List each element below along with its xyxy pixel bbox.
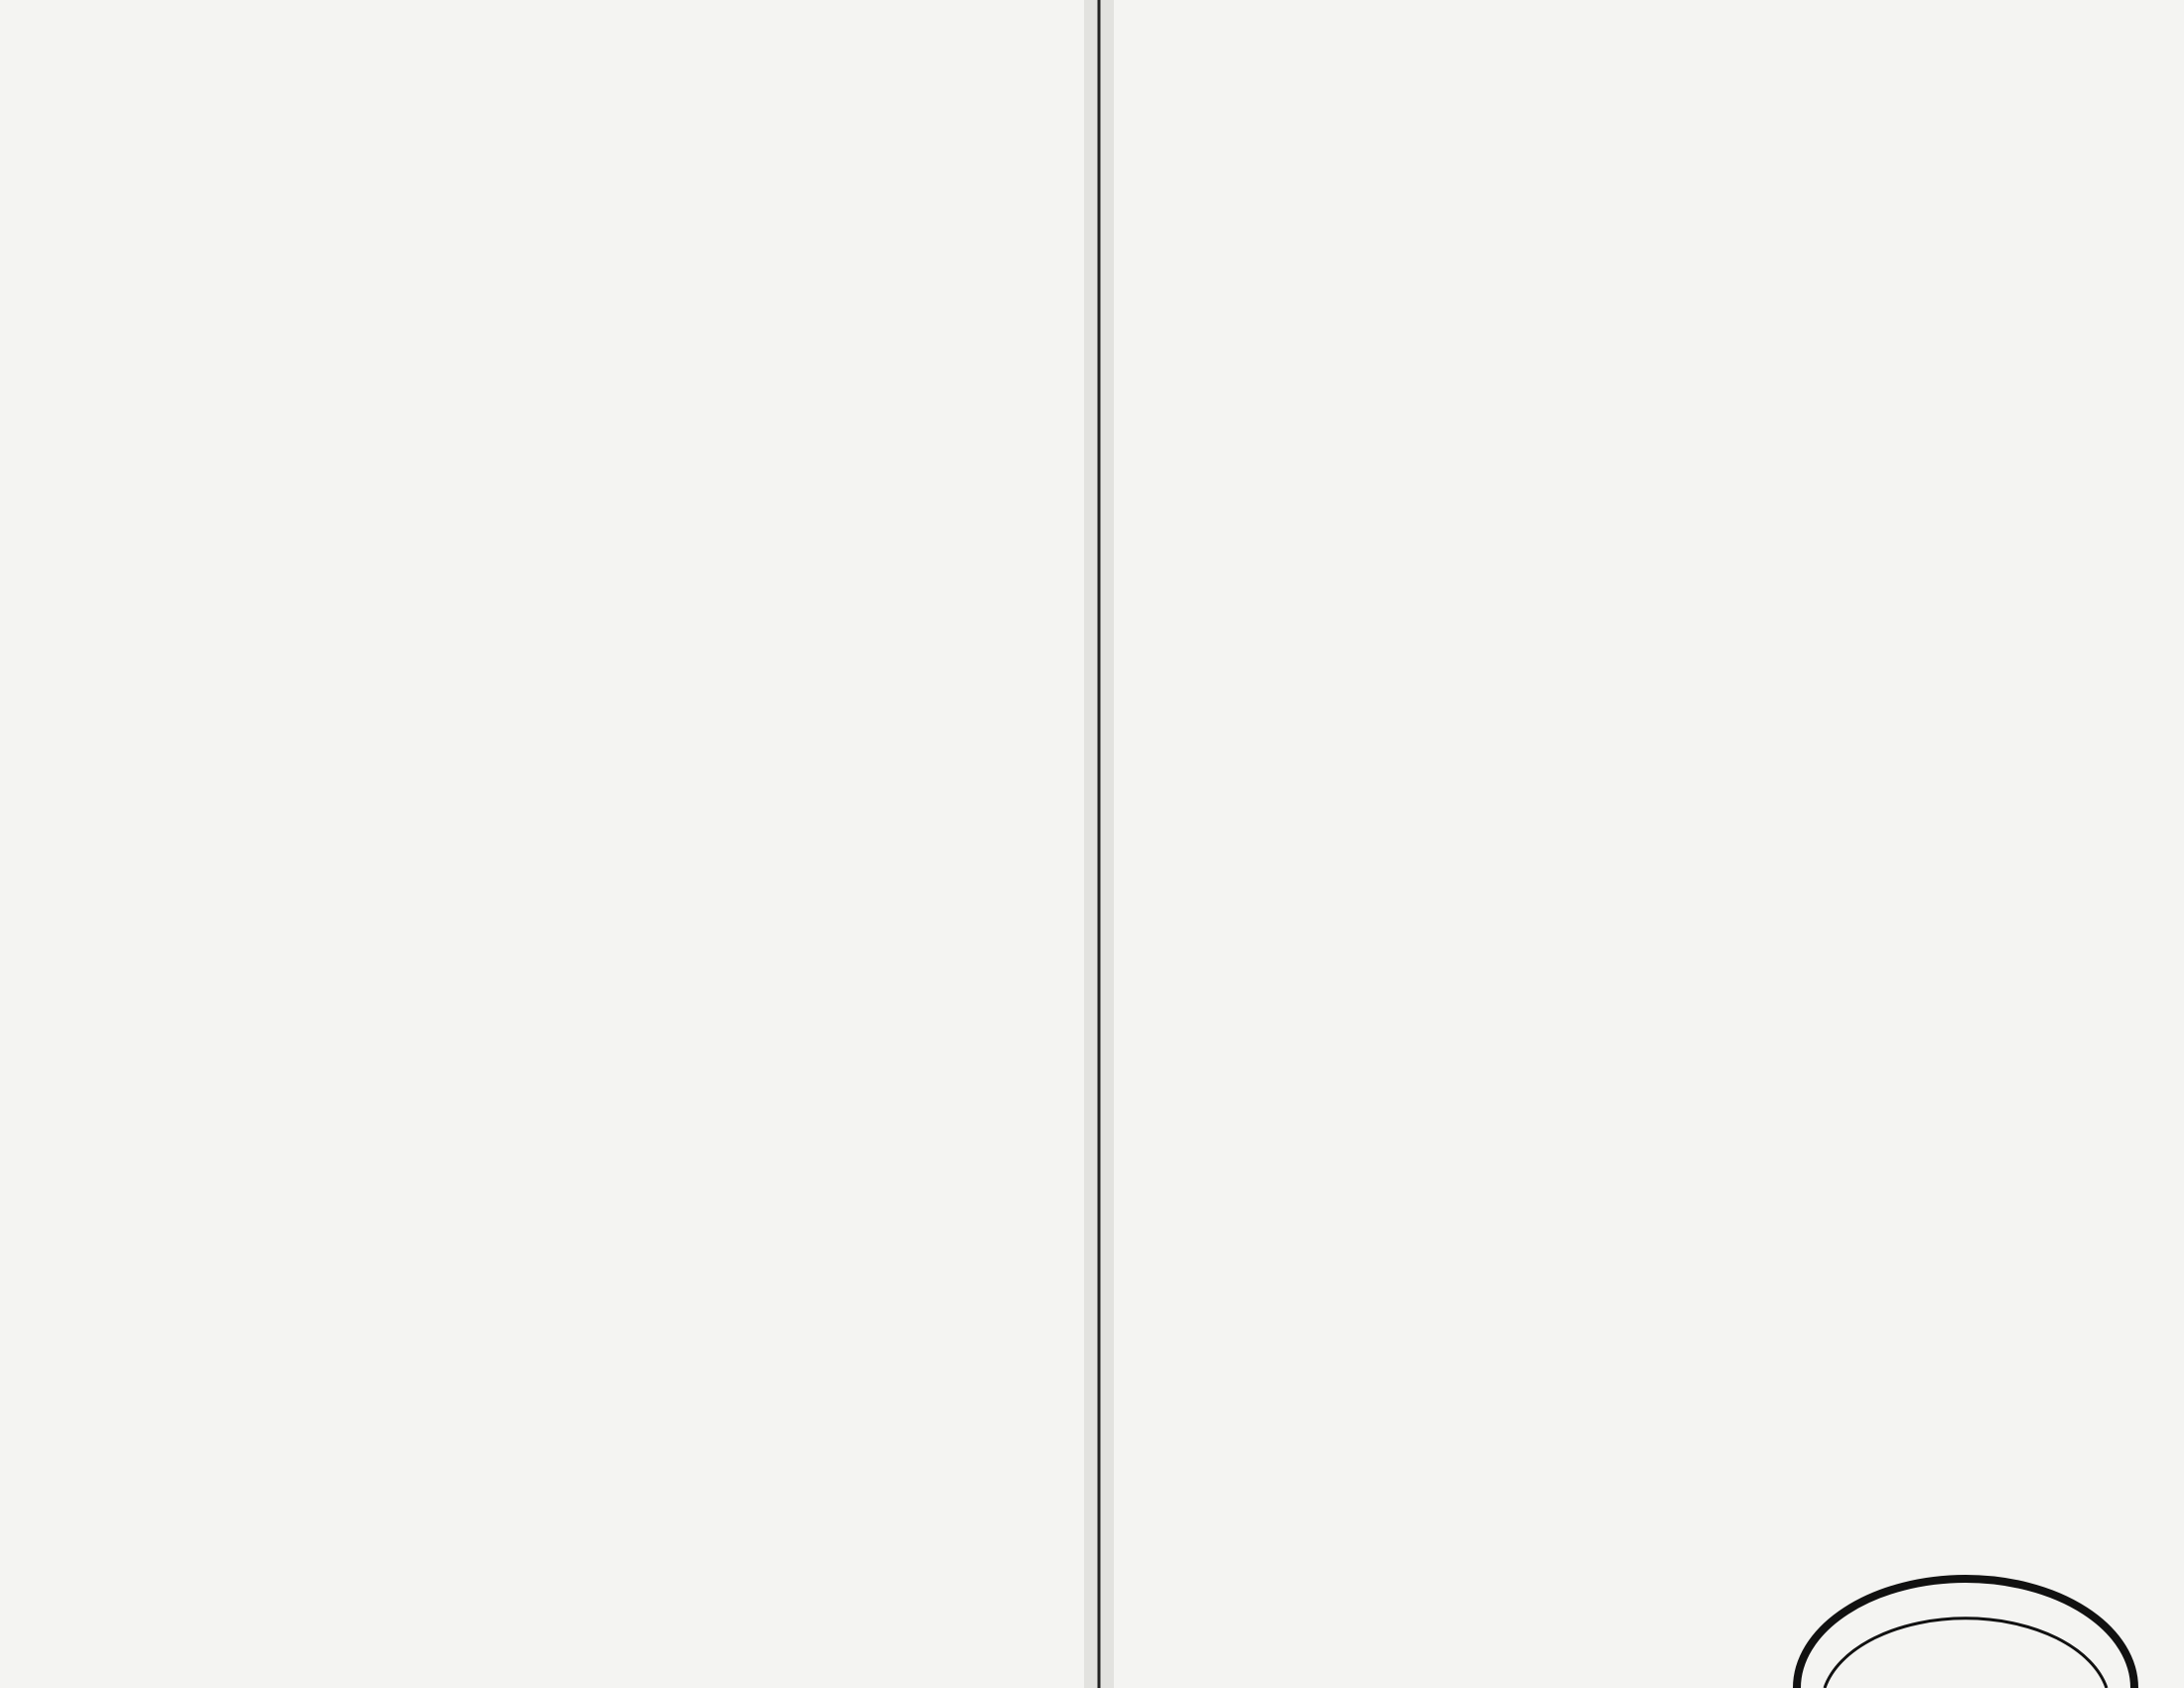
archive-stamp [1797, 1579, 2134, 1688]
